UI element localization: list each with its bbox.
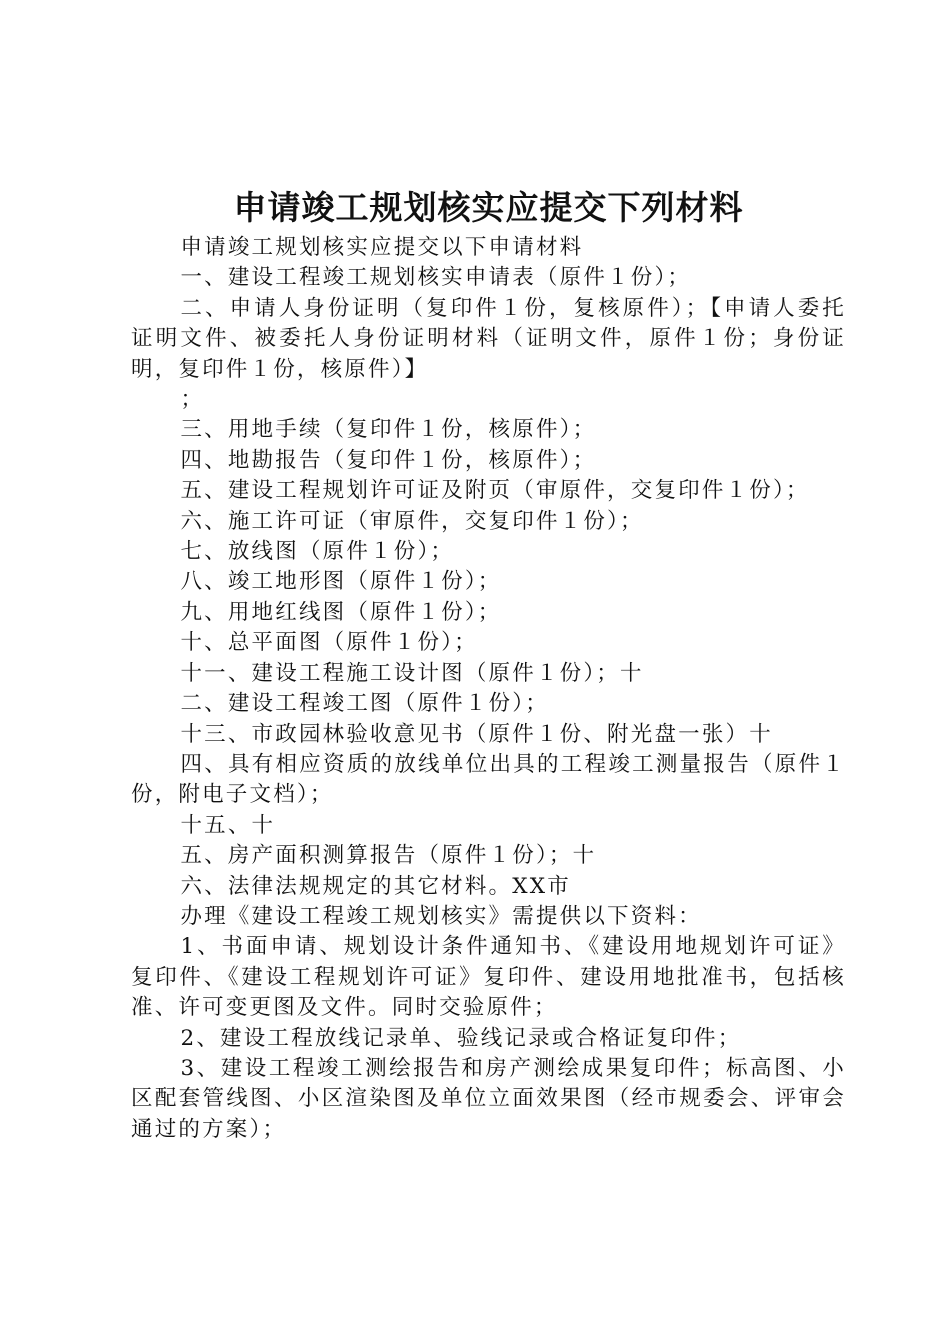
paragraph-item-6: 六、施工许可证（审原件，交复印件１份）； bbox=[180, 508, 644, 534]
paragraph-requirement-3: 3、建设工程竣工测绘报告和房产测绘成果复印件；标高图、小区配套管线图、小区渲染图及单位立面效果图（经市规委会、评审会通过的方案）； bbox=[131, 1055, 846, 1142]
paragraph-requirement-2: 2、建设工程放线记录单、验线记录或合格证复印件； bbox=[180, 1025, 742, 1051]
paragraph-section-heading: 办理《建设工程竣工规划核实》需提供以下资料： bbox=[180, 903, 702, 929]
paragraph-item-9: 九、用地红线图（原件１份）； bbox=[180, 599, 502, 625]
paragraph-item-8: 八、竣工地形图（原件１份）； bbox=[180, 569, 502, 595]
paragraph-item-7: 七、放线图（原件１份）； bbox=[180, 539, 455, 565]
paragraph-semicolon: ； bbox=[180, 387, 205, 413]
paragraph-item-15b: 五、房产面积测算报告（原件１份）；十 bbox=[180, 843, 597, 869]
paragraph-item-3: 三、用地手续（复印件１份，核原件）； bbox=[180, 417, 597, 443]
paragraph-item-1: 一、建设工程竣工规划核实申请表（原件１份）； bbox=[180, 265, 692, 291]
paragraph-item-13: 十三、市政园林验收意见书（原件１份、附光盘一张）十 bbox=[180, 721, 773, 747]
document-title: 申请竣工规划核实应提交下列材料 bbox=[233, 188, 744, 227]
paragraph-item-10: 十、总平面图（原件１份）； bbox=[180, 630, 478, 656]
paragraph-item-15: 十五、十 bbox=[180, 812, 276, 838]
paragraph-item-11: 十一、建设工程施工设计图（原件１份）；十 bbox=[180, 660, 644, 686]
paragraph-item-2: 二、申请人身份证明（复印件１份，复核原件）；【申请人委托证明文件、被委托人身份证明材料（证明文件，原件１份；身份证明，复印件１份，核原件）】 bbox=[131, 295, 846, 382]
paragraph-item-4: 四、地勘报告（复印件１份，核原件）； bbox=[180, 447, 597, 473]
paragraph-requirement-1: 1、书面申请、规划设计条件通知书、《建设用地规划许可证》复印件、《建设工程规划许可证》复印件、建设用地批准书，包括核准、许可变更图及文件。同时交验原件； bbox=[131, 934, 846, 1021]
paragraph-item-5: 五、建设工程规划许可证及附页（审原件，交复印件１份）； bbox=[180, 478, 810, 504]
paragraph-item-12: 二、建设工程竣工图（原件１份）； bbox=[180, 691, 549, 717]
document-body bbox=[131, 233, 846, 1145]
paragraph-item-14: 四、具有相应资质的放线单位出具的工程竣工测量报告（原件１份，附电子文档）； bbox=[131, 751, 846, 808]
paragraph-item-16: 六、法律法规规定的其它材料。XX市 bbox=[180, 873, 571, 899]
paragraph-intro: 申请竣工规划核实应提交以下申请材料 bbox=[180, 235, 584, 260]
